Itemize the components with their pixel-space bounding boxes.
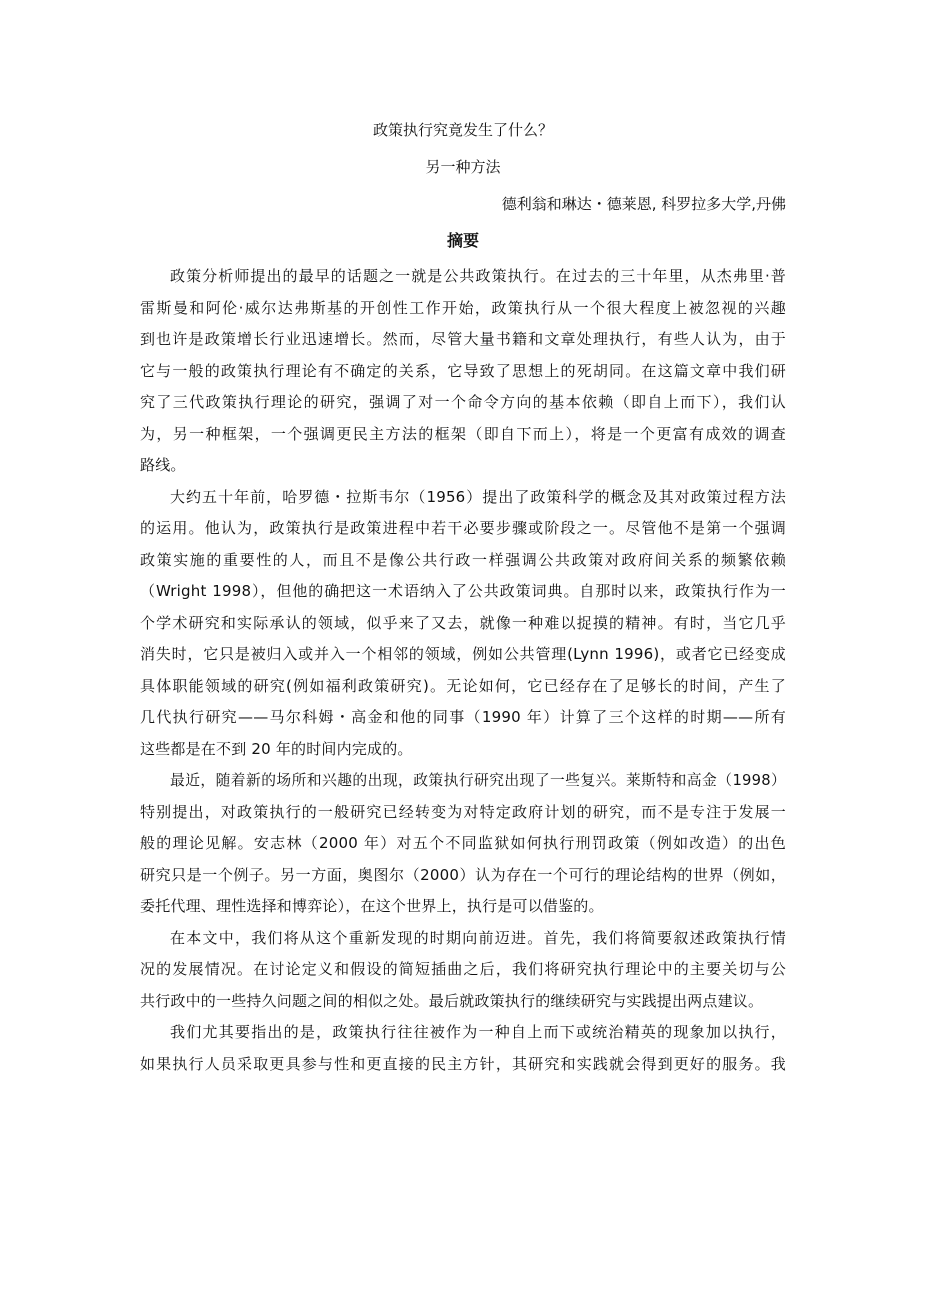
document-title: 政策执行究竟发生了什么？ (372, 121, 553, 139)
text-line: 究了三代政策执行理论的研究，强调了对一个命令方向的基本依赖（即自上而下），我们认 (140, 393, 786, 411)
text-line: 几代执行研究——马尔科姆・高金和他的同事（1990 年）计算了三个这样的时期——所有 (140, 708, 786, 726)
text-line: 具体职能领域的研究(例如福利政策研究)。无论如何，它已经存在了足够长的时间，产生了 (140, 676, 786, 695)
paragraph (140, 482, 786, 766)
document-subtitle: 另一种方法 (425, 158, 501, 176)
text-line: 政策实施的重要性的人，而且不是像公共行政一样强调公共政策对政府间关系的频繁依赖 (140, 550, 786, 569)
paragraph (140, 765, 786, 923)
text-line: 最近，随着新的场所和兴趣的出现，政策执行研究出现了一些复兴。莱斯特和高金（1998） (170, 772, 786, 789)
abstract-heading: 摘要 (446, 231, 479, 250)
text-line: 的运用。他认为，政策执行是政策进程中若干必要步骤或阶段之一。尽管他不是第一个强调 (140, 519, 786, 537)
paragraph (140, 923, 786, 1018)
text-line: 研究只是一个例子。另一方面，奥图尔（2000）认为存在一个可行的理论结构的世界（例如， (140, 865, 786, 884)
text-line: 这些都是在不到 20 年的时间内完成的。 (140, 739, 413, 758)
text-line: 为，另一种框架，一个强调更民主方法的框架（即自下而上），将是一个更富有成效的调查 (140, 424, 786, 443)
paragraph (140, 261, 786, 482)
text-line: 委托代理、理性选择和博弈论），在这个世界上，执行是可以借鉴的。 (140, 897, 604, 915)
text-line: 消失时，它只是被归入或并入一个相邻的领域，例如公共管理(Lynn 1996)，或者它已经变成 (140, 645, 786, 663)
text-line: 特别提出，对政策执行的一般研究已经转变为对特定政府计划的研究，而不是专注于发展一 (140, 802, 786, 821)
text-line: 雷斯曼和阿伦·威尔达弗斯基的开创性工作开始，政策执行从一个很大程度上被忽视的兴趣 (140, 298, 786, 317)
text-line: 路线。 (140, 456, 186, 474)
text-line: 般的理论见解。安志林（2000 年）对五个不同监狱如何执行刑罚政策（例如改造）的出色 (140, 834, 786, 852)
text-line: 如果执行人员采取更具参与性和更直接的民主方针，其研究和实践就会得到更好的服务。我 (140, 1054, 786, 1073)
text-line: 政策分析师提出的最早的话题之一就是公共政策执行。在过去的三十年里，从杰弗里·普 (170, 267, 786, 285)
paragraph (140, 1017, 786, 1080)
text-line: 共行政中的一些持久问题之间的相似之处。最后就政策执行的继续研究与实践提出两点建议。 (140, 991, 764, 1010)
text-line: 它与一般的政策执行理论有不确定的关系，它导致了思想上的死胡同。在这篇文章中我们研 (140, 361, 786, 380)
text-line: 大约五十年前，哈罗德・拉斯韦尔（1956）提出了政策科学的概念及其对政策过程方法 (170, 487, 786, 506)
text-line: 况的发展情况。在讨论定义和假设的简短插曲之后，我们将研究执行理论中的主要关切与公 (140, 960, 786, 978)
text-line: 到也许是政策增长行业迅速增长。然而，尽管大量书籍和文章处理执行，有些人认为，由于 (140, 330, 786, 348)
text-line: 个学术研究和实际承认的领域，似乎来了又去，就像一种难以捉摸的精神。有时，当它几乎 (140, 613, 786, 632)
text-line: 在本文中，我们将从这个重新发现的时期向前迈进。首先，我们将简要叙述政策执行情 (170, 928, 786, 947)
author-line: 德利翁和琳达・德莱恩, 科罗拉多大学,丹佛 (501, 195, 786, 213)
text-line: 我们尤其要指出的是，政策执行往往被作为一种自上而下或统治精英的现象加以执行， (170, 1023, 786, 1041)
text-line: （Wright 1998），但他的确把这一术语纳入了公共政策词典。自那时以来，政策执行作为一 (140, 582, 786, 600)
body-text (140, 261, 786, 1080)
